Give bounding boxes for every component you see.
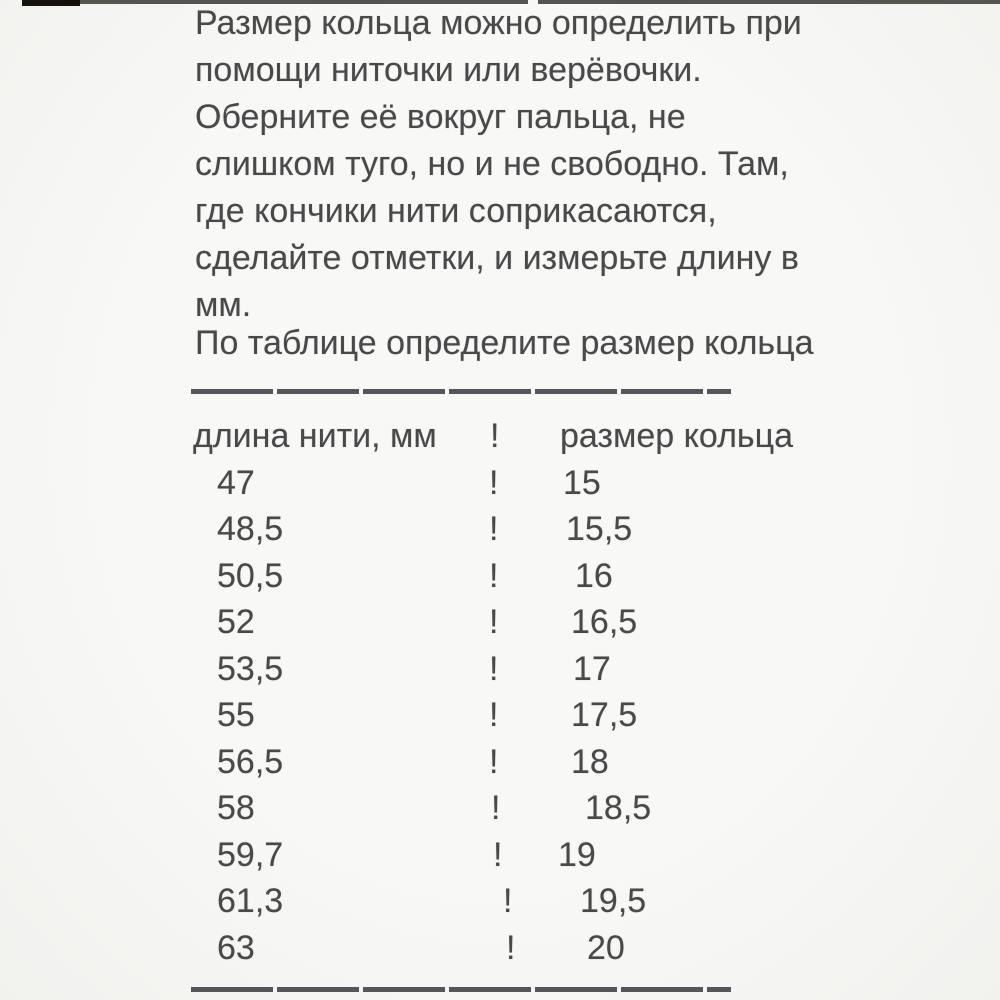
ring-size-cell: 15 <box>563 463 601 502</box>
ring-size-cell: 18,5 <box>585 789 652 827</box>
table-row <box>193 785 893 832</box>
separator-mark: ! <box>489 742 499 781</box>
separator-mark: ! <box>489 510 499 548</box>
photo-top-edge-segment <box>22 0 80 6</box>
separator-mark: ! <box>489 556 499 595</box>
ring-size-table <box>193 413 893 971</box>
divider-bottom <box>191 987 731 992</box>
description-line: Размер кольца можно определить при <box>195 4 802 42</box>
table-row <box>193 739 893 786</box>
thread-length-cell: 52 <box>217 603 255 641</box>
separator-mark: ! <box>489 696 499 734</box>
thread-length-cell: 53,5 <box>217 649 284 688</box>
ring-size-cell: 18 <box>571 742 609 781</box>
thread-length-header: длина нити, мм <box>193 417 437 455</box>
table-row <box>193 878 893 925</box>
table-row <box>193 925 893 972</box>
table-row <box>193 646 893 693</box>
description-line: мм. <box>195 286 252 324</box>
table-row <box>193 692 893 739</box>
thread-length-cell: 61,3 <box>217 882 284 920</box>
table-row <box>193 553 893 600</box>
thread-length-cell: 55 <box>217 696 255 734</box>
thread-length-cell: 56,5 <box>217 742 284 781</box>
table-row <box>193 506 893 553</box>
ring-size-cell: 15,5 <box>566 510 633 548</box>
ring-size-header: размер кольца <box>560 417 794 455</box>
description-line: где кончики нити соприкасаются, <box>195 192 717 230</box>
table-header-row <box>193 413 893 460</box>
separator-mark: ! <box>491 789 501 827</box>
description-line: сделайте отметки, и измерьте длину в <box>195 239 799 277</box>
thread-length-cell: 58 <box>217 789 255 827</box>
ring-size-cell: 20 <box>587 928 625 967</box>
separator-mark: ! <box>506 928 516 967</box>
thread-length-cell: 50,5 <box>217 556 284 595</box>
description-paragraph <box>195 0 802 329</box>
table-row <box>193 460 893 507</box>
separator-mark: ! <box>503 882 513 920</box>
separator-mark: ! <box>493 835 503 874</box>
separator-mark: ! <box>489 463 499 502</box>
ring-size-cell: 16,5 <box>571 603 638 641</box>
separator-mark: ! <box>489 603 499 641</box>
ring-size-cell: 19 <box>558 835 596 874</box>
description-line: Оберните её вокруг пальца, не <box>195 98 686 136</box>
thread-length-cell: 59,7 <box>217 835 284 874</box>
thread-length-cell: 47 <box>217 463 255 502</box>
ring-size-cell: 17,5 <box>571 696 638 734</box>
separator-mark: ! <box>489 649 499 688</box>
table-row <box>193 832 893 879</box>
ring-size-cell: 16 <box>575 556 613 595</box>
separator-mark: ! <box>490 417 500 455</box>
ring-size-cell: 19,5 <box>580 882 647 920</box>
table-row <box>193 599 893 646</box>
description-line: помощи ниточки или верёвочки. <box>195 51 702 89</box>
thread-length-cell: 63 <box>217 928 255 967</box>
divider-top <box>191 389 731 394</box>
ring-size-cell: 17 <box>573 649 611 688</box>
thread-length-cell: 48,5 <box>217 510 284 548</box>
description-line: слишком туго, но и не свободно. Там, <box>195 145 789 183</box>
table-intro-text: По таблице определите размер кольца <box>195 324 814 362</box>
